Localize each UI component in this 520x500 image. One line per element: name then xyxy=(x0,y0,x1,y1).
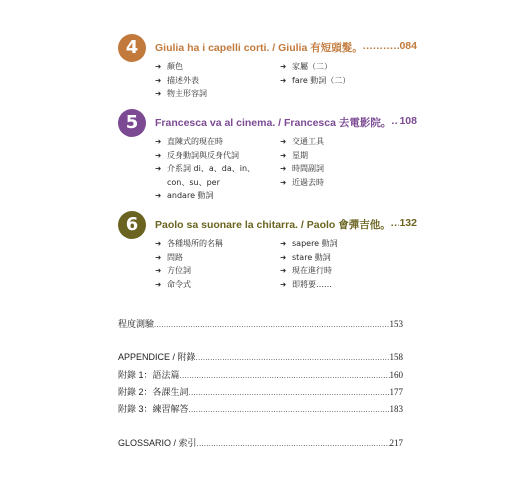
dot-leader xyxy=(391,115,399,130)
topic-text: 交通工具 xyxy=(292,137,324,146)
arrow-icon: ➜ xyxy=(155,266,162,276)
topic-item xyxy=(280,264,417,278)
toc-entry-appendix-3[interactable] xyxy=(118,402,403,415)
chapter-page-number: 084 xyxy=(399,40,417,52)
toc-page-number: 183 xyxy=(389,404,403,414)
toc-label: APPENDICE / 附錄 xyxy=(118,352,196,362)
topic-item xyxy=(155,278,280,292)
topic-text: fare 動詞（二） xyxy=(292,75,351,85)
topic-text: 顏色 xyxy=(167,62,183,71)
topic-item xyxy=(280,251,417,265)
topic-item xyxy=(280,60,417,74)
arrow-icon: ➜ xyxy=(280,279,287,289)
topic-text: 描述外表 xyxy=(167,75,199,85)
toc-page-number: 177 xyxy=(389,387,403,397)
chapter-title: Giulia ha i capelli corti. / Giulia 有短頭髮。 xyxy=(155,42,363,54)
arrow-icon: ➜ xyxy=(155,62,162,71)
dot-leader xyxy=(180,372,390,380)
arrow-icon: ➜ xyxy=(280,266,287,276)
topic-item xyxy=(280,74,417,88)
topic-text: sapere 動詞 xyxy=(292,239,338,248)
topic-item xyxy=(155,162,280,189)
toc-label: 程度測驗 xyxy=(118,319,155,329)
topics-left-column xyxy=(155,135,280,203)
topic-text: 方位詞 xyxy=(167,266,191,276)
topic-item xyxy=(280,135,417,149)
arrow-icon: ➜ xyxy=(155,239,162,248)
chapter-title: Francesca va al cinema. / Francesca 去電影院。 xyxy=(155,117,392,129)
topic-item xyxy=(155,74,280,88)
chapter-heading[interactable] xyxy=(155,40,417,55)
arrow-icon: ➜ xyxy=(280,62,287,71)
dot-leader xyxy=(363,40,400,55)
topic-text: 物主形容詞 xyxy=(167,89,207,99)
topic-text: 直陳式的現在時 xyxy=(167,137,223,146)
topic-text: 現在進行時 xyxy=(292,266,332,276)
toc-entry-appendix-2[interactable] xyxy=(118,385,403,398)
arrow-icon: ➜ xyxy=(280,137,287,146)
dot-leader xyxy=(189,389,390,397)
topic-item xyxy=(155,135,280,149)
topic-item xyxy=(280,162,417,176)
chapter-page-number: 132 xyxy=(399,217,417,229)
chapter-number-badge: 6 xyxy=(118,211,146,239)
topic-text: 近過去時 xyxy=(292,177,324,187)
toc-entry-level-test[interactable] xyxy=(118,317,403,330)
arrow-icon: ➜ xyxy=(155,279,162,289)
arrow-icon: ➜ xyxy=(155,252,162,262)
toc-page-number: 217 xyxy=(389,438,403,448)
topic-text: 介系詞 di、a、da、in、 con、su、per xyxy=(167,164,256,187)
chapter-number-badge: 5 xyxy=(118,109,146,137)
topic-text: 家屬（二） xyxy=(292,62,332,71)
toc-page-number: 153 xyxy=(389,319,403,329)
dot-leader xyxy=(197,440,390,448)
topic-item xyxy=(155,264,280,278)
topic-item xyxy=(280,176,417,190)
arrow-icon: ➜ xyxy=(155,89,162,99)
topic-item xyxy=(280,237,417,251)
toc-label: GLOSSARIO / 索引 xyxy=(118,438,197,448)
arrow-icon: ➜ xyxy=(155,137,162,146)
dot-leader xyxy=(189,406,390,414)
toc-label: 附錄 2：各課生詞 xyxy=(118,387,189,397)
topic-item xyxy=(155,251,280,265)
toc-entry-appendice[interactable] xyxy=(118,350,403,363)
topics-right-column xyxy=(280,237,417,291)
topics-right-column xyxy=(280,135,417,189)
topic-text: 各種場所的名稱 xyxy=(167,239,223,248)
toc-page-number: 158 xyxy=(389,352,403,362)
topic-item xyxy=(155,60,280,74)
arrow-icon: ➜ xyxy=(155,150,162,160)
topic-text: stare 動詞 xyxy=(292,252,331,262)
dot-leader xyxy=(196,354,390,362)
topic-item xyxy=(155,149,280,163)
topic-text: 時間副詞 xyxy=(292,164,324,174)
topic-text: 反身動詞與反身代詞 xyxy=(167,150,239,160)
arrow-icon: ➜ xyxy=(280,239,287,248)
topic-item xyxy=(280,149,417,163)
toc-label: 附錄 3：練習解答 xyxy=(118,404,189,414)
chapter-heading[interactable] xyxy=(155,115,417,130)
topic-item xyxy=(280,278,417,292)
arrow-icon: ➜ xyxy=(280,164,287,174)
arrow-icon: ➜ xyxy=(280,252,287,262)
topics-right-column xyxy=(280,60,417,87)
toc-entry-glossario[interactable] xyxy=(118,436,403,449)
arrow-icon: ➜ xyxy=(155,75,162,85)
topic-text: 即將要…… xyxy=(292,279,332,289)
arrow-icon: ➜ xyxy=(280,150,287,160)
topic-text: andare 動詞 xyxy=(167,191,214,201)
chapter-number-badge: 4 xyxy=(118,34,146,62)
dot-leader xyxy=(154,321,389,329)
topic-item xyxy=(155,189,280,203)
topic-text: 命令式 xyxy=(167,279,191,289)
chapter-heading[interactable] xyxy=(155,217,417,232)
chapter-page-number: 108 xyxy=(399,115,417,127)
topics-left-column xyxy=(155,237,280,291)
arrow-icon: ➜ xyxy=(155,191,162,201)
topics-left-column xyxy=(155,60,280,101)
topic-item xyxy=(155,237,280,251)
dot-leader xyxy=(391,217,400,232)
chapter-title: Paolo sa suonare la chitarra. / Paolo 會彈吉他。 xyxy=(155,219,391,231)
topic-text: 星期 xyxy=(292,150,308,160)
toc-entry-appendix-1[interactable] xyxy=(118,368,403,381)
topic-item xyxy=(155,87,280,101)
arrow-icon: ➜ xyxy=(280,177,287,187)
toc-page-number: 160 xyxy=(389,370,403,380)
topic-text: 問路 xyxy=(167,252,183,262)
arrow-icon: ➜ xyxy=(155,164,162,174)
toc-label: 附錄 1：語法篇 xyxy=(118,370,180,380)
arrow-icon: ➜ xyxy=(280,75,287,85)
